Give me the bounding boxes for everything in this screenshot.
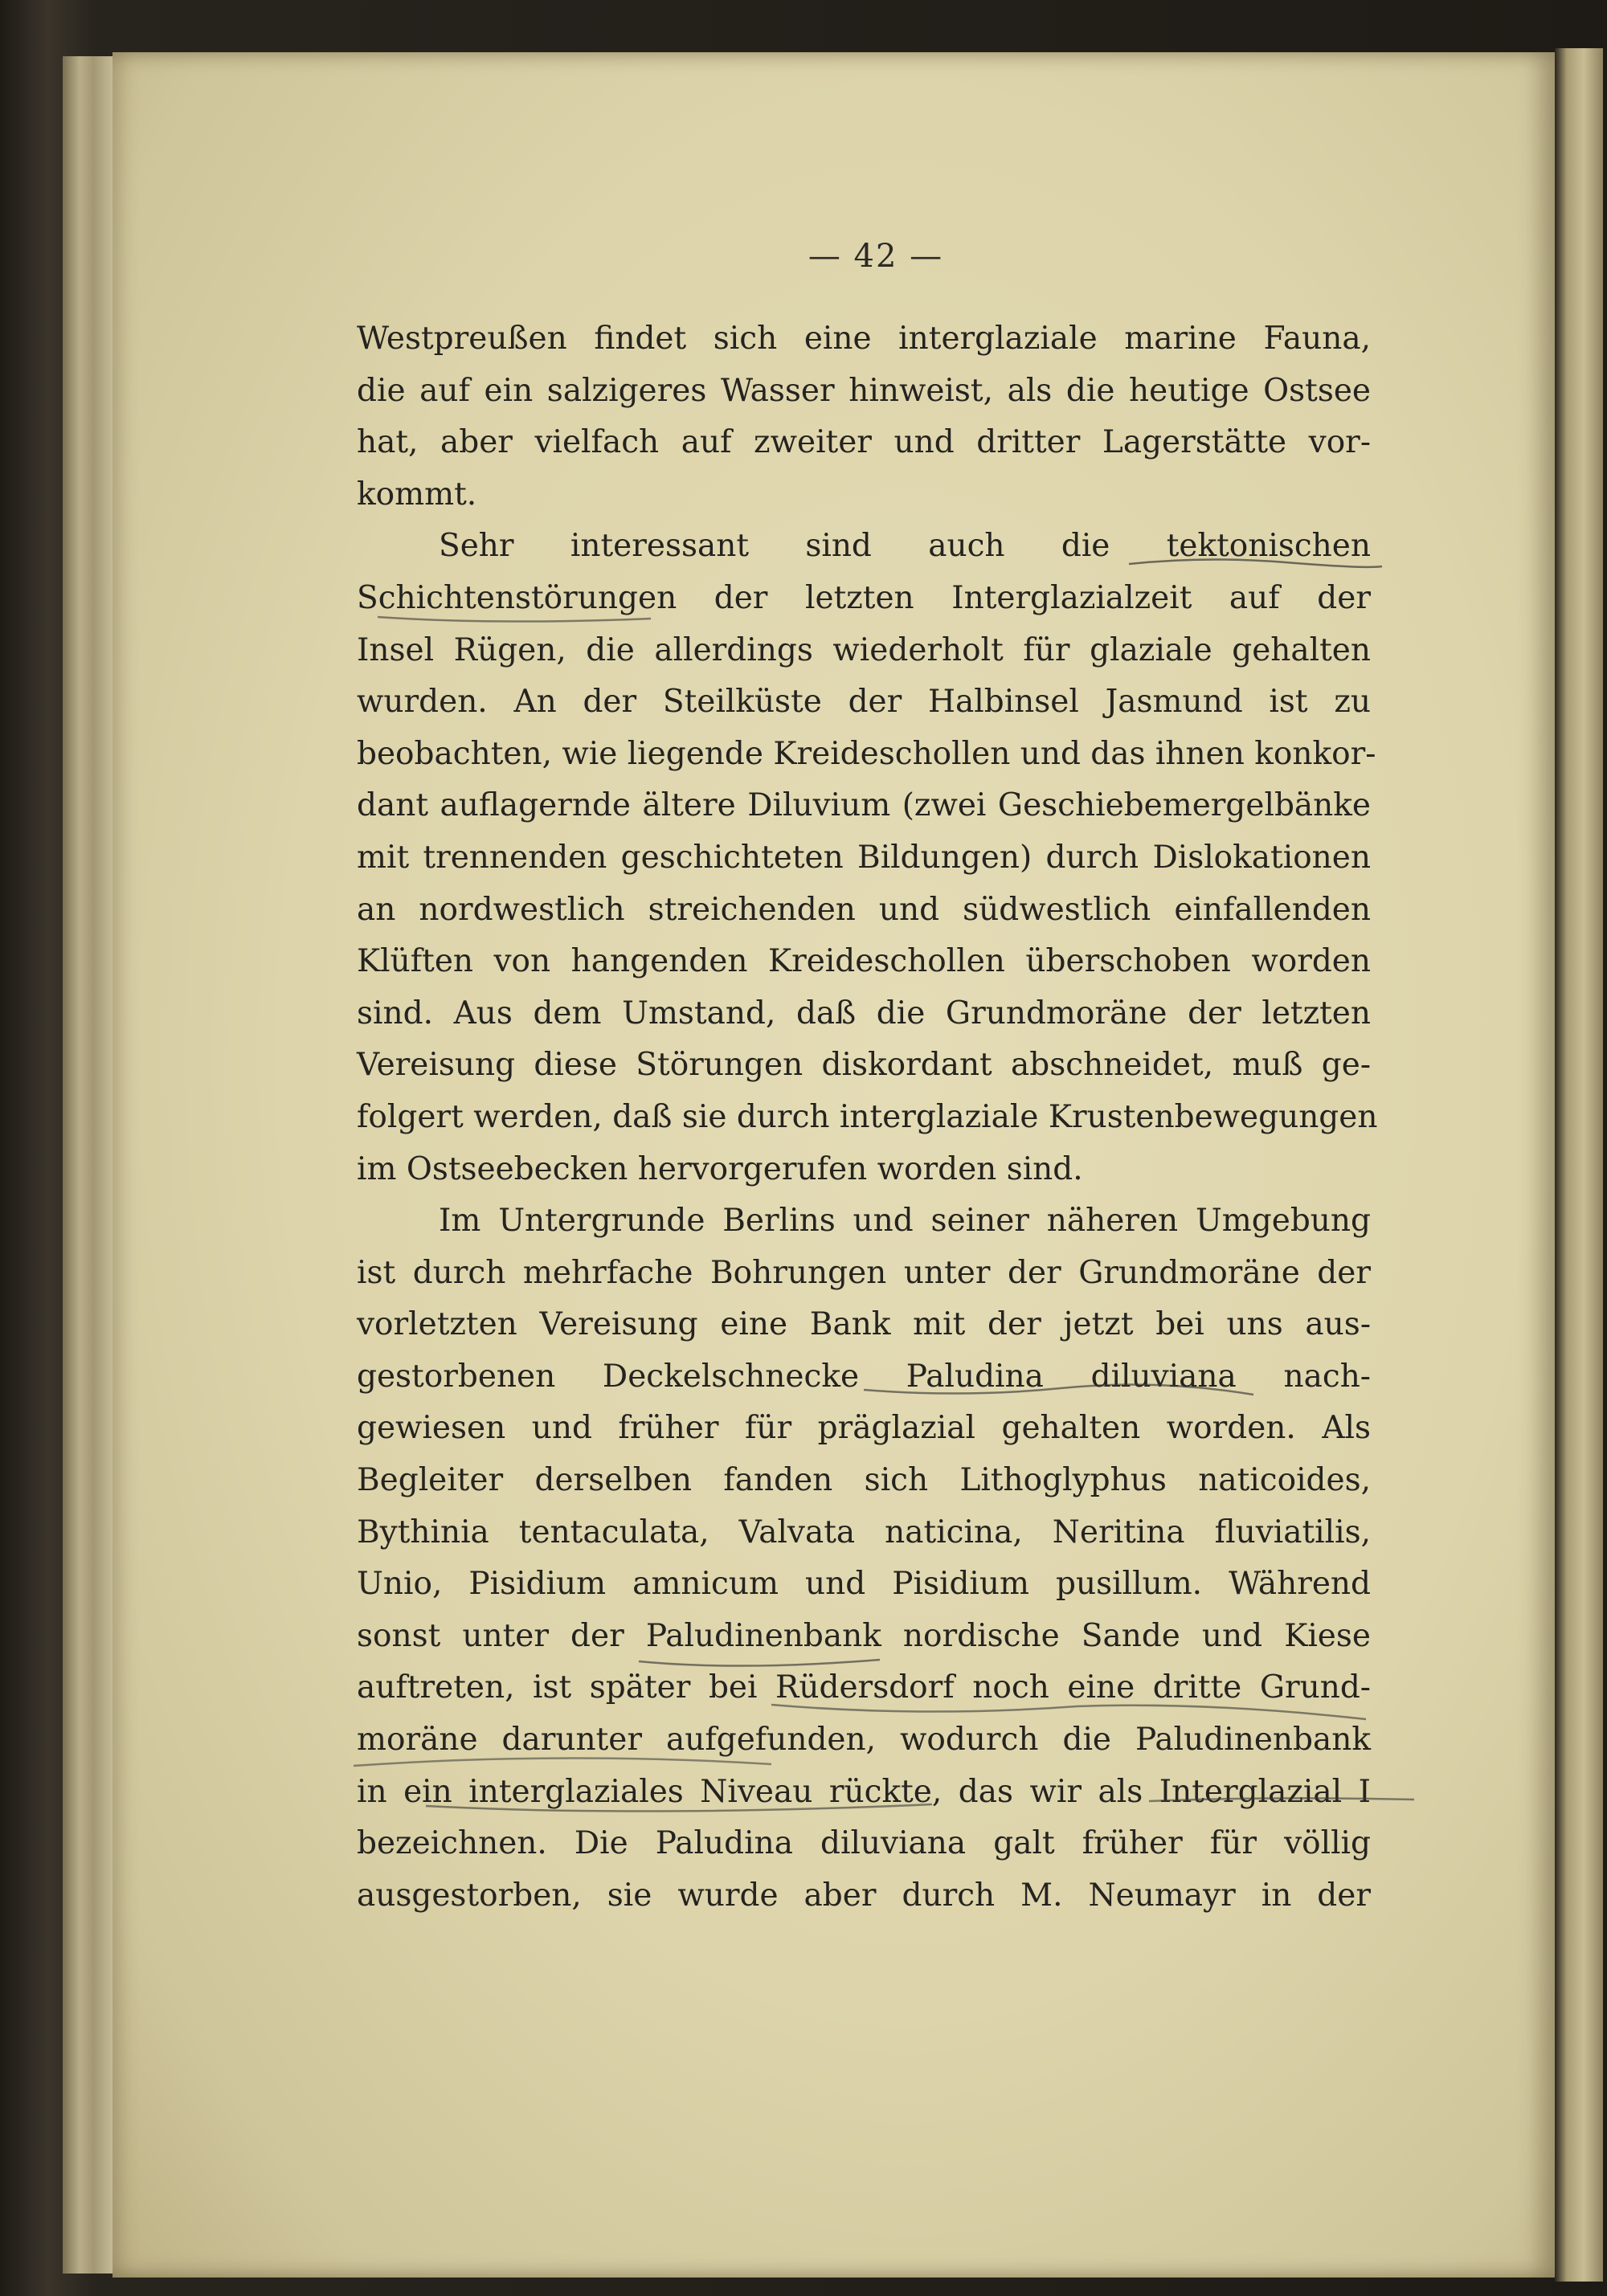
text-line: Unio, Pisidium amnicum und Pisidium pusillum. Während	[357, 1566, 1371, 1603]
text-line: in ein interglaziales Niveau rückte, das wir als Interglazial I	[357, 1773, 1371, 1810]
text-line: Bythinia tentaculata, Valvata naticina, Neritina fluviatilis,	[357, 1514, 1371, 1550]
text-line: moräne darunter aufgefunden, wodurch die Paludinenbank	[357, 1722, 1371, 1759]
text-line: an nordwestlich streichenden und südwestlich einfallenden	[357, 891, 1371, 928]
text-line: gewiesen und früher für präglazial gehalten worden. Als	[357, 1410, 1371, 1447]
text-line: Vereisung diese Störungen diskordant abschneidet, muß ge-	[357, 1047, 1371, 1084]
text-line: ausgestorben, sie wurde aber durch M. Neumayr in der	[357, 1877, 1371, 1914]
text-line: wurden. An der Steilküste der Halbinsel Jasmund ist zu	[357, 684, 1371, 721]
text-line: Schichtenstörungen der letzten Interglazialzeit auf der	[357, 579, 1371, 616]
text-line: bezeichnen. Die Paludina diluviana galt früher für völlig	[357, 1825, 1371, 1862]
text-line: Im Untergrunde Berlins und seiner näheren Umgebung	[439, 1203, 1371, 1240]
text-line: im Ostseebecken hervorgerufen worden sind.	[357, 1150, 1083, 1187]
text-line: sonst unter der Paludinenbank nordische Sande und Kiese	[357, 1617, 1371, 1654]
facing-page-edge	[1555, 48, 1603, 2282]
text-line: ist durch mehrfache Bohrungen unter der Grundmoräne der	[357, 1254, 1371, 1291]
text-line: die auf ein salzigeres Wasser hinweist, als die heutige Ostsee	[357, 372, 1371, 409]
text-line: mit trennenden geschichteten Bildungen) durch Dislokationen	[357, 839, 1371, 876]
text-line: folgert werden, daß sie durch interglaziale Krustenbewegungen	[357, 1098, 1378, 1135]
text-line: kommt.	[357, 476, 477, 513]
text-line: Insel Rügen, die allerdings wiederholt für glaziale gehalten	[357, 631, 1371, 668]
text-line: Sehr interessant sind auch die tektonischen	[439, 528, 1371, 565]
text-line: hat, aber vielfach auf zweiter und dritter Lagerstätte vor-	[357, 424, 1371, 461]
text-line: auftreten, ist später bei Rüdersdorf noch eine dritte Grund-	[357, 1669, 1371, 1706]
text-line: Klüften von hangenden Kreideschollen überschoben worden	[357, 943, 1371, 980]
text-line: Begleiter derselben fanden sich Lithoglyphus naticoides,	[357, 1462, 1371, 1499]
text-line: sind. Aus dem Umstand, daß die Grundmoräne der letzten	[357, 995, 1371, 1032]
page-number: — 42 —	[808, 238, 944, 275]
text-line: vorletzten Vereisung eine Bank mit der jetzt bei uns aus-	[357, 1306, 1371, 1343]
body-text	[357, 313, 1378, 1922]
text-line: Westpreußen findet sich eine interglaziale marine Fauna,	[357, 321, 1371, 357]
text-line: beobachten, wie liegende Kreideschollen und das ihnen konkor-	[357, 735, 1376, 772]
book-binding-edge	[63, 56, 119, 2274]
text-line: gestorbenen Deckelschnecke Paludina diluviana nach-	[357, 1358, 1371, 1395]
text-line: dant auflagernde ältere Diluvium (zwei Geschiebemergelbänke	[357, 787, 1371, 824]
